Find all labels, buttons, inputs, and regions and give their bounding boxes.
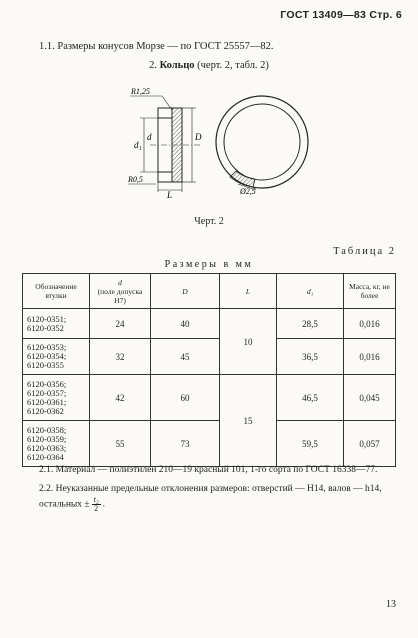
label-d1: d₁	[134, 140, 142, 150]
designation-line: 6120-0352	[27, 322, 64, 333]
cell-d1: 36,5	[277, 339, 344, 375]
designation-line: 6120-0356;	[27, 378, 67, 389]
table-header-row	[23, 274, 396, 309]
cell-designation	[23, 309, 90, 339]
header-d1-symbol: d₁	[306, 286, 314, 296]
designation-line: 6120-0359;	[27, 433, 67, 444]
cell-D: 60	[151, 375, 220, 421]
table-row	[23, 339, 396, 375]
section-name: Кольцо	[159, 60, 195, 71]
cell-d1: 28,5	[277, 309, 344, 339]
header-L	[220, 274, 277, 309]
section-reference: (черт. 2, табл. 2)	[197, 60, 269, 71]
cell-D: 40	[151, 309, 220, 339]
cell-D: 73	[151, 421, 220, 467]
cell-designation	[23, 421, 90, 467]
cell-designation	[23, 339, 90, 375]
section-number: 2.	[149, 60, 157, 71]
cell-mass: 0,045	[344, 375, 396, 421]
header-D	[151, 274, 220, 309]
designation-line: 6120-0353;	[27, 342, 67, 352]
cell-d1: 46,5	[277, 375, 344, 421]
note-2-2-text: 2.2. Неуказанные предельные отклонения размеров: отверстий — H14, валов — h14, остальных ±	[39, 484, 382, 510]
header-L-symbol: L	[245, 286, 251, 296]
label-D: D	[195, 132, 202, 142]
paragraph-1-1: 1.1. Размеры конусов Морзе — по ГОСТ 25557—82.	[39, 41, 274, 52]
designation-line: 6120-0351;	[27, 313, 67, 324]
dimensions-table	[22, 273, 396, 467]
cell-L-15: 15	[220, 375, 277, 467]
designation-line: 6120-0357;	[27, 387, 67, 398]
ring-hatch-sector	[230, 171, 255, 187]
note-2-2	[39, 483, 396, 513]
cell-d1: 59,5	[277, 421, 344, 467]
table-label: Таблица 2	[333, 246, 396, 257]
section-title	[0, 60, 418, 71]
label-phi25: Ø2,5	[240, 187, 256, 196]
cell-d: 55	[90, 421, 151, 467]
designation-line: 6120-0354;	[27, 351, 67, 361]
cell-mass: 0,016	[344, 339, 396, 375]
cell-D: 45	[151, 339, 220, 375]
cell-d: 42	[90, 375, 151, 421]
cell-designation	[23, 375, 90, 421]
ring-outer-circle	[216, 96, 308, 188]
cell-d: 32	[90, 339, 151, 375]
fraction-numerator: t₂	[93, 495, 99, 504]
designation-line: 6120-0363;	[27, 442, 67, 453]
designation-line: 6120-0361;	[27, 396, 67, 407]
header-mass: Масса, кг, не более	[344, 274, 396, 309]
document-header: ГОСТ 13409—83 Стр. 6	[280, 9, 402, 21]
label-r125: R1,25	[131, 87, 150, 96]
ring-drawing	[100, 80, 320, 200]
designation-line: 6120-0364	[27, 451, 64, 462]
figure-caption: Черт. 2	[194, 216, 224, 227]
label-d: d	[147, 132, 152, 142]
table-title: Размеры в мм	[164, 259, 254, 270]
cell-d: 24	[90, 309, 151, 339]
header-d1	[277, 274, 344, 309]
designation-line: 6120-0355	[27, 360, 64, 370]
header-designation: Обозначение втулки	[23, 274, 90, 309]
designation-line: 6120-0362	[27, 405, 64, 416]
designation-line: 6120-0358;	[27, 424, 67, 435]
header-d-note: (поле допуска H7)	[97, 286, 143, 305]
cell-L-10: 10	[220, 309, 277, 375]
label-r05: R0,5	[128, 175, 143, 184]
header-d-symbol: d	[118, 277, 122, 287]
table-row	[23, 309, 396, 339]
tolerance-fraction	[92, 496, 101, 513]
note-2-1: 2.1. Материал — полиэтилен 210—19 красный 101, 1-го сорта по ГОСТ 16338—77.	[39, 465, 378, 475]
ring-inner-circle	[224, 104, 300, 180]
header-D-symbol: D	[182, 286, 188, 296]
note-2-2-end: .	[102, 499, 106, 510]
cell-mass: 0,016	[344, 309, 396, 339]
cell-mass: 0,057	[344, 421, 396, 467]
table-row	[23, 375, 396, 421]
table-row	[23, 421, 396, 467]
page-number: 13	[386, 599, 396, 610]
label-L: L	[167, 190, 173, 200]
header-d	[90, 274, 151, 309]
fraction-denominator: 2	[94, 504, 99, 513]
